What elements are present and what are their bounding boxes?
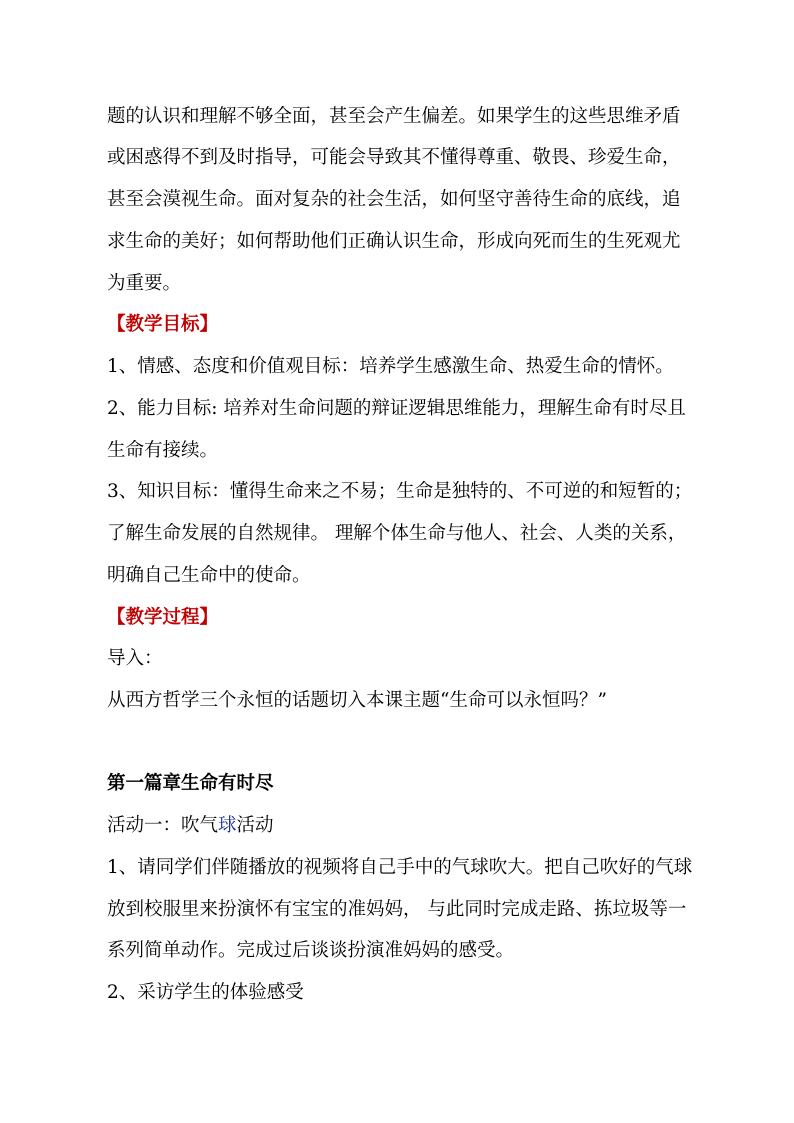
- intro-line-3: 甚至会漠视生命。面对复杂的社会生活，如何坚守善待生命的底线，追: [107, 189, 681, 210]
- activity-line-2: 放到校服里来扮演怀有宝宝的准妈妈， 与此同时完成走路、拣垃圾等一: [107, 899, 687, 920]
- process-line-1: 导入：: [107, 648, 163, 669]
- chapter-title: 第一篇章生命有时尽: [107, 773, 274, 794]
- goals-line-4: 3、知识目标：懂得生命来之不易；生命是独特的、不可逆的和短暂的；: [107, 481, 693, 502]
- activity-title-suffix: 活动: [236, 815, 274, 836]
- intro-line-1: 题的认识和理解不够全面，甚至会产生偏差。如果学生的这些思维矛盾: [107, 106, 681, 127]
- process-heading: 【教学过程】: [107, 607, 219, 628]
- activity-line-4: 2、采访学生的体验感受: [107, 982, 304, 1003]
- intro-line-2: 或困惑得不到及时指导，可能会导致其不懂得尊重、敬畏、珍爱生命，: [107, 147, 681, 168]
- process-line-2: 从西方哲学三个永恒的话题切入本课主题“生命可以永恒吗？”: [107, 690, 607, 711]
- activity-title: [107, 814, 274, 838]
- activity-line-1: 1、请同学们伴随播放的视频将自己手中的气球吹大。把自己吹好的气球: [107, 857, 693, 878]
- activity-title-prefix: 活动一：吹气: [107, 815, 219, 836]
- goals-heading: 【教学目标】: [107, 314, 219, 335]
- intro-line-4: 求生命的美好；如何帮助他们正确认识生命，形成向死而生的生死观尤: [107, 231, 681, 252]
- goals-line-3: 生命有接续。: [107, 440, 219, 461]
- goals-line-6: 明确自己生命中的使命。: [107, 565, 311, 586]
- goals-line-2: 2、能力目标: 培养对生命问题的辩证逻辑思维能力，理解生命有时尽且: [107, 398, 686, 419]
- activity-title-blue: 球: [218, 815, 237, 836]
- activity-line-3: 系列简单动作。完成过后谈谈扮演准妈妈的感受。: [107, 940, 515, 961]
- goals-line-5: 了解生命发展的自然规律。 理解个体生命与他人、社会、人类的关系，: [107, 523, 687, 544]
- goals-line-1: 1、情感、态度和价值观目标：培养学生感激生命、热爱生命的情怀。: [107, 356, 674, 377]
- intro-line-5: 为重要。: [107, 273, 182, 294]
